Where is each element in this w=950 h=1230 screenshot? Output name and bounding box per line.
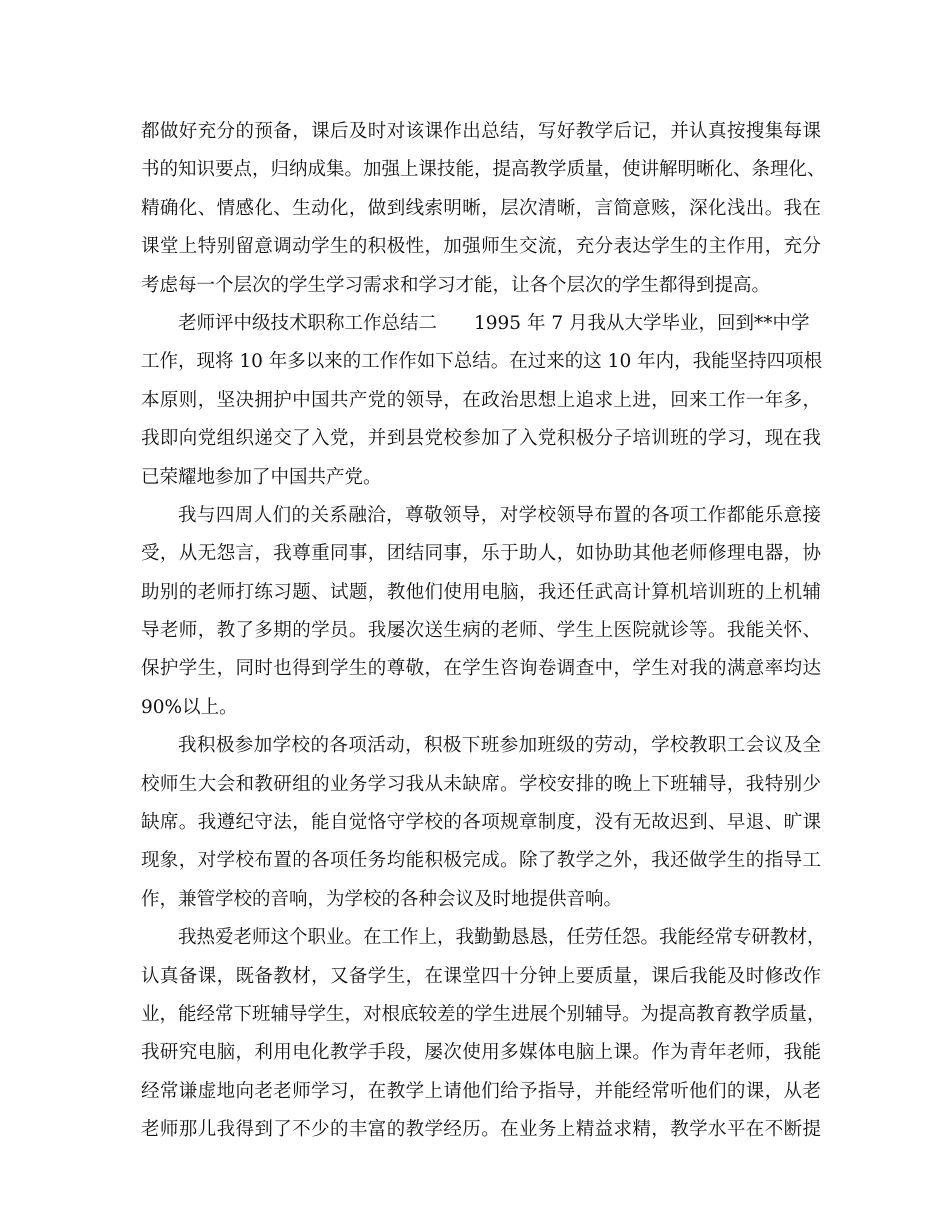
text-line: 老师那儿我得到了不少的丰富的教学经历。在业务上精益求精，教学水平在不断提 [141,1119,821,1141]
text-line: 书的知识要点，归纳成集。加强上课技能，提高教学质量，使讲解明晰化、条理化、 [141,159,826,181]
paragraph-1 [141,113,826,305]
text-line: 校师生大会和教研组的业务学习我从未缺席。学校安排的晚上下班辅导，我特别少 [141,773,821,795]
paragraph-5 [141,919,826,1149]
text-line: 老师评中级技术职称工作总结二 1995 年 7 月我从大学毕业，回到**中学 [178,312,810,334]
text-line: 已荣耀地参加了中国共产党。 [141,466,382,488]
text-line: 课堂上特别留意调动学生的积极性，加强师生交流，充分表达学生的主作用，充分 [141,236,821,258]
text-line: 现象，对学校布置的各项任务均能积极完成。除了教学之外，我还做学生的指导工 [141,850,821,872]
text-line: 都做好充分的预备，课后及时对该课作出总结，写好教学后记，并认真按搜集每课 [141,121,821,142]
paragraph-2 [141,305,821,497]
text-line: 我研究电脑，利用电化教学手段，屡次使用多媒体电脑上课。作为青年老师，我能 [141,1042,821,1064]
text-line: 助别的老师打练习题、试题，教他们使用电脑，我还任武高计算机培训班的上机辅 [141,581,821,603]
paragraph-4 [141,727,821,919]
text-line: 工作，现将 10 年多以来的工作作如下总结。在过来的这 10 年内，我能坚持四项根 [141,351,823,373]
text-line: 我热爱老师这个职业。在工作上，我勤勤恳恳，任劳任怨。我能经常专研教材， [178,927,826,949]
text-line: 本原则，坚决拥护中国共产党的领导，在政治思想上追求上进，回来工作一年多， [141,389,821,411]
paragraph-3 [141,497,821,727]
text-line: 经常谦虚地向老老师学习，在教学上请他们给予指导，并能经常听他们的课，从老 [141,1080,821,1102]
text-line: 精确化、情感化、生动化，做到线索明晰，层次清晰，言简意赅，深化浅出。我在 [141,197,821,219]
text-line: 受，从无怨言，我尊重同事，团结同事，乐于助人，如协助其他老师修理电器，协 [141,543,821,565]
text-line: 我积极参加学校的各项活动，积极下班参加班级的劳动，学校教职工会议及全 [178,735,821,757]
text-line: 我即向党组织递交了入党，并到县党校参加了入党积极分子培训班的学习，现在我 [141,428,821,450]
text-line: 90%以上。 [141,696,238,718]
text-line: 缺席。我遵纪守法，能自觉恪守学校的各项规章制度，没有无故迟到、早退、旷课 [141,812,821,834]
text-line: 认真备课，既备教材，又备学生，在课堂四十分钟上要质量，课后我能及时修改作 [141,965,821,987]
text-line: 作，兼管学校的音响，为学校的各种会议及时地提供音响。 [141,888,623,910]
text-line: 导老师，教了多期的学员。我屡次送生病的老师、学生上医院就诊等。我能关怀、 [141,620,821,642]
document-body [141,113,826,1150]
text-line: 考虑每一个层次的学生学习需求和学习才能，让各个层次的学生都得到提高。 [141,274,771,296]
text-line: 业，能经常下班辅导学生，对根底较差的学生进展个别辅导。为提高教育教学质量， [141,1003,826,1025]
text-line: 保护学生，同时也得到学生的尊敬，在学生咨询卷调查中，学生对我的满意率均达 [141,658,821,680]
text-line: 我与四周人们的关系融洽，尊敬领导，对学校领导布置的各项工作都能乐意接 [178,504,821,526]
